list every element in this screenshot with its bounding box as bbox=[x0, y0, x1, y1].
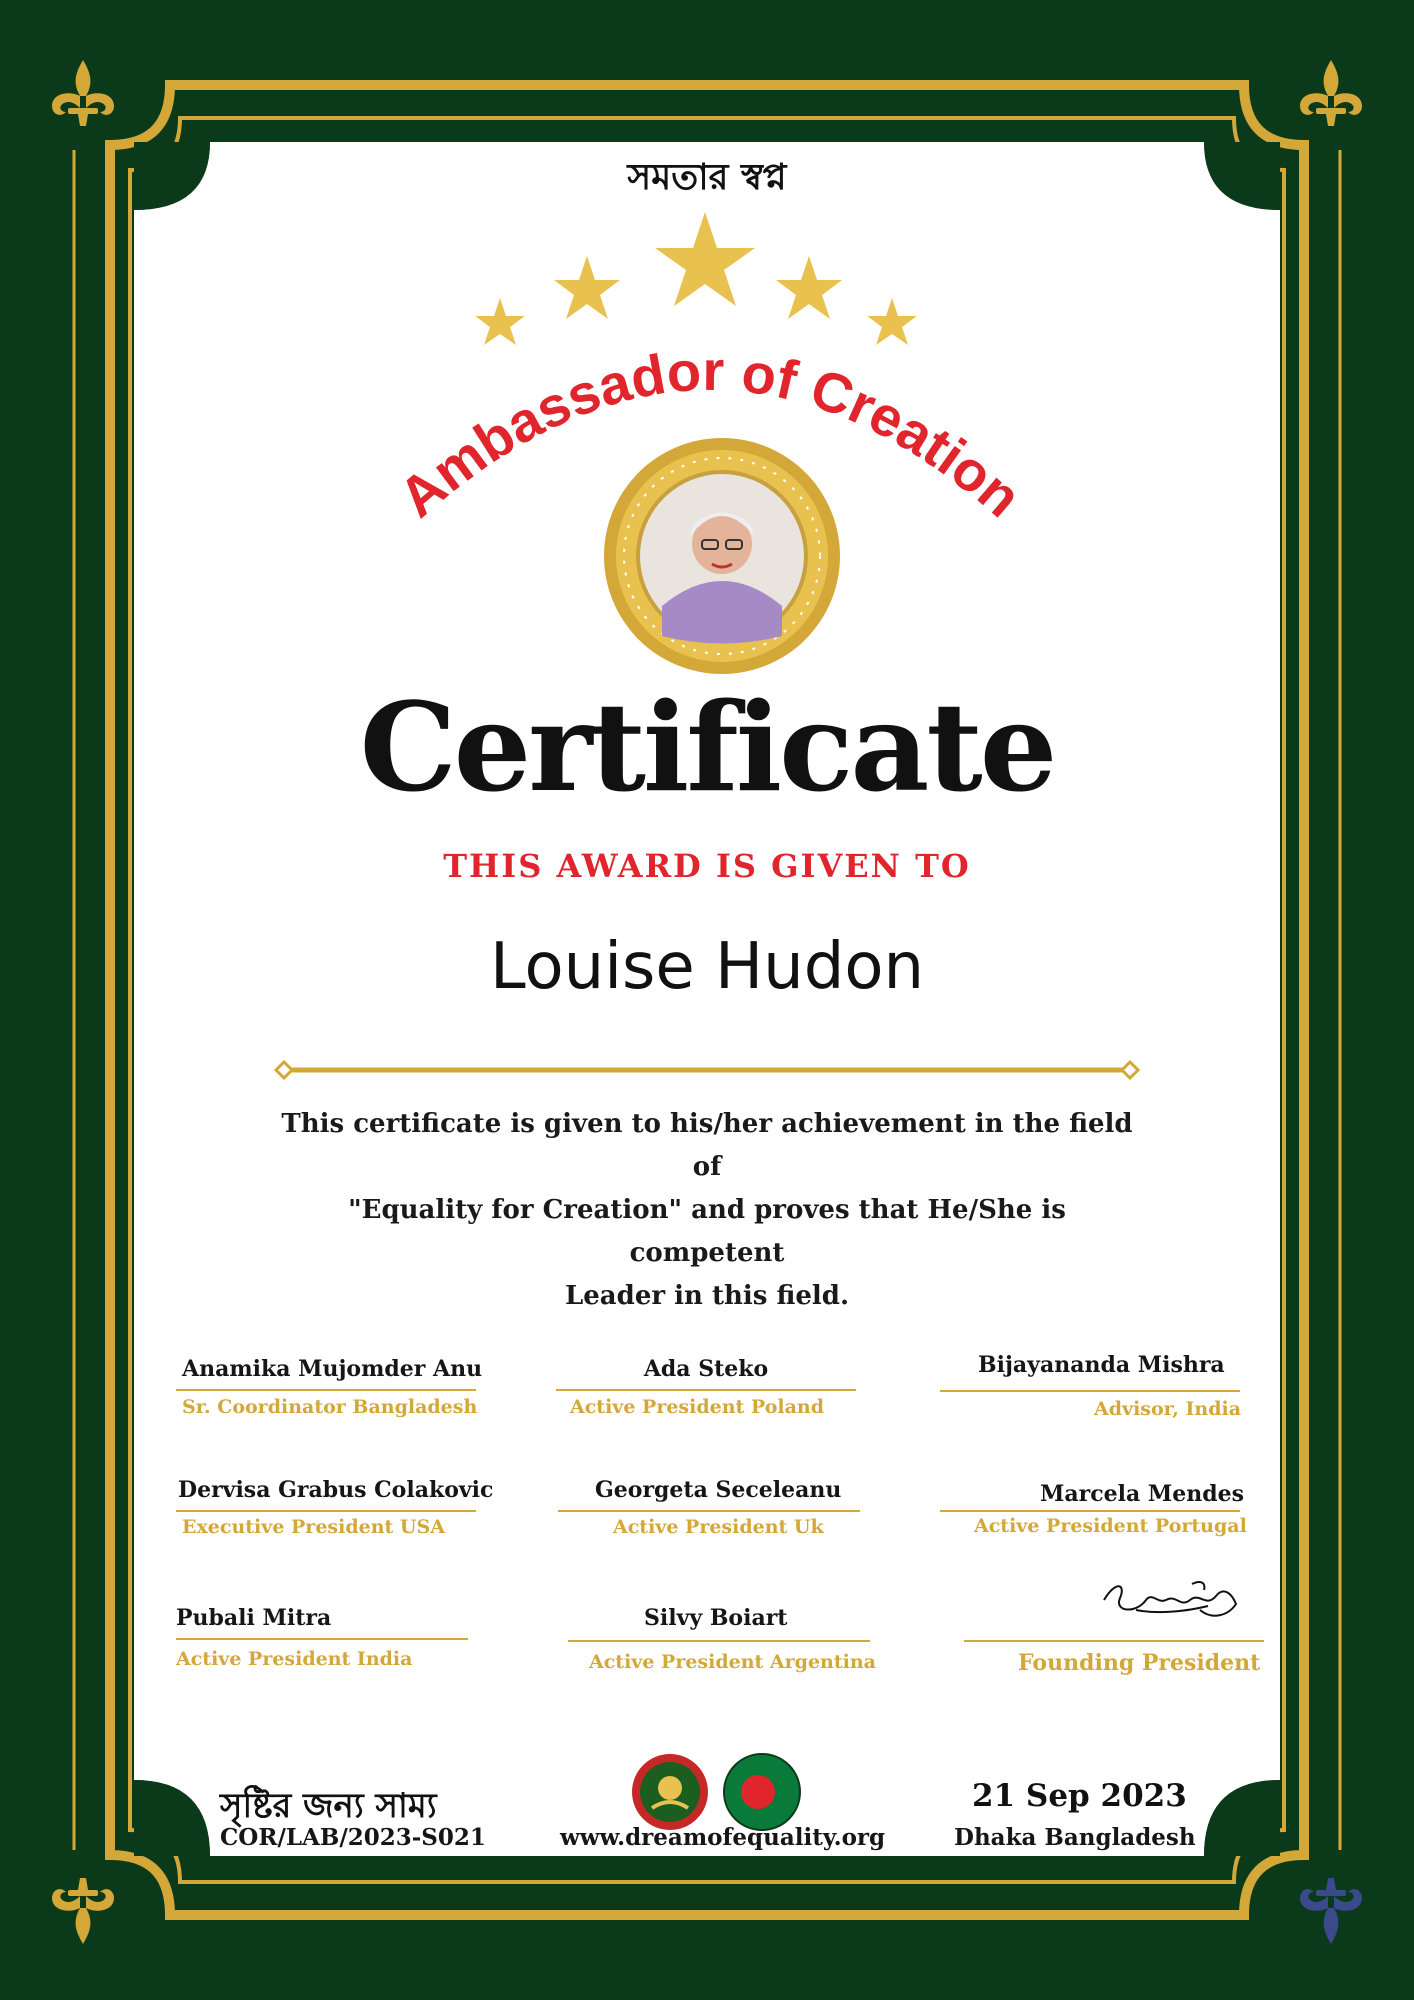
award-subtitle: THIS AWARD IS GIVEN TO bbox=[443, 847, 971, 885]
signatory-name: Marcela Mendes bbox=[1040, 1481, 1244, 1507]
founder-signature bbox=[1096, 1570, 1246, 1630]
recipient-name: Louise Hudon bbox=[489, 930, 925, 1004]
signatory-role: Active President Poland bbox=[570, 1396, 825, 1418]
description-line: This certificate is given to his/her achievement in the field of bbox=[281, 1109, 1133, 1182]
signatory-role: Active President Uk bbox=[613, 1516, 824, 1538]
fleur-de-lis-icon bbox=[1294, 56, 1368, 130]
website-link[interactable]: www.dreamofequality.org bbox=[560, 1824, 886, 1851]
signature-line bbox=[176, 1389, 476, 1391]
signatory-role: Advisor, India bbox=[1094, 1398, 1242, 1420]
signature-line bbox=[176, 1638, 468, 1640]
divider-line bbox=[270, 1058, 1144, 1082]
signature-line bbox=[940, 1390, 1240, 1392]
signature-line bbox=[176, 1510, 476, 1512]
fleur-de-lis-icon bbox=[46, 1874, 120, 1948]
signatory-name: Anamika Mujomder Anu bbox=[182, 1356, 483, 1382]
ambassador-title-text: Ambassador of Creation bbox=[386, 338, 1034, 530]
certificate-title: Certificate bbox=[359, 675, 1055, 819]
issue-date: 21 Sep 2023 bbox=[972, 1778, 1187, 1814]
signature-line bbox=[964, 1640, 1264, 1642]
bangladesh-flag-icon bbox=[722, 1752, 802, 1832]
signature-line bbox=[556, 1389, 856, 1391]
signature-line bbox=[558, 1510, 860, 1512]
signatory-name: Dervisa Grabus Colakovic bbox=[178, 1477, 494, 1503]
signatory-name: Ada Steko bbox=[643, 1356, 769, 1382]
org-logo-icon bbox=[630, 1752, 710, 1832]
signature-line bbox=[940, 1510, 1240, 1512]
signatory-name: Silvy Boiart bbox=[644, 1605, 788, 1631]
fleur-de-lis-icon bbox=[1294, 1874, 1368, 1948]
description-line: Leader in this field. bbox=[564, 1281, 849, 1311]
issue-place: Dhaka Bangladesh bbox=[954, 1824, 1196, 1851]
certificate-description bbox=[270, 1103, 1144, 1318]
signatory-role: Founding President bbox=[1018, 1650, 1261, 1676]
portrait-seal bbox=[602, 436, 842, 676]
signature-line bbox=[568, 1640, 870, 1642]
certificate-code: COR/LAB/2023-S021 bbox=[220, 1824, 486, 1851]
signatory-name: Georgeta Seceleanu bbox=[595, 1477, 842, 1503]
signatory-name: Pubali Mitra bbox=[176, 1605, 332, 1631]
signatory-role: Active President Portugal bbox=[974, 1515, 1247, 1537]
signatory-name: Bijayananda Mishra bbox=[978, 1352, 1225, 1378]
signatory-role: Sr. Coordinator Bangladesh bbox=[182, 1396, 478, 1418]
description-line: "Equality for Creation" and proves that He/She is competent bbox=[348, 1195, 1066, 1268]
signatory-role: Executive President USA bbox=[182, 1516, 445, 1538]
signatory-role: Active President Argentina bbox=[589, 1651, 876, 1673]
signatory-role: Active President India bbox=[176, 1648, 413, 1670]
org-name-bangla: সমতার স্বপ্ন bbox=[627, 157, 787, 198]
slogan-bangla: সৃষ্টির জন্য সাম্য bbox=[220, 1786, 437, 1826]
fleur-de-lis-icon bbox=[46, 56, 120, 130]
